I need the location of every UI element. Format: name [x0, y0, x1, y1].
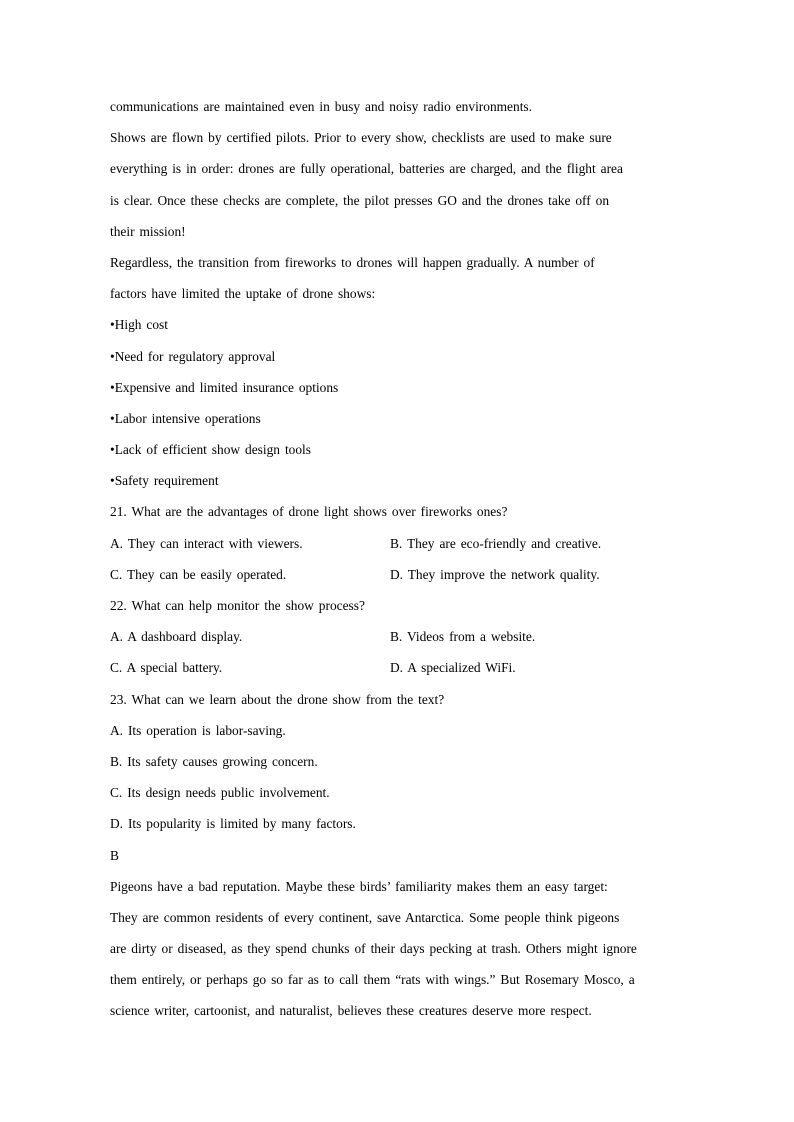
- option-c: C. They can be easily operated.: [110, 566, 287, 582]
- passage-b: [110, 840, 684, 1027]
- factor-item: •Labor intensive operations: [110, 410, 261, 426]
- option-c: C. Its design needs public involvement.: [110, 785, 330, 801]
- option-d: D. A specialized WiFi.: [390, 660, 516, 676]
- option-d: D. Its popularity is limited by many factors.: [110, 816, 356, 832]
- passage-line: are dirty or diseased, as they spend chunks of their days pecking at trash. Others might ignore: [110, 941, 637, 957]
- passage-line: Pigeons have a bad reputation. Maybe these birds’ familiarity makes them an easy target:: [110, 878, 608, 894]
- option-a: A. A dashboard display.: [110, 629, 243, 645]
- passage-line: Shows are flown by certified pilots. Prior to every show, checklists are used to make sure: [110, 130, 612, 146]
- option-row: [110, 621, 684, 652]
- passage-line: is clear. Once these checks are complete, the pilot presses GO and the drones take off on: [110, 192, 610, 208]
- question-stem: 22. What can help monitor the show process?: [110, 598, 365, 613]
- option-b: B. Its safety causes growing concern.: [110, 753, 318, 769]
- passage-line: factors have limited the uptake of drone shows:: [110, 286, 376, 302]
- passage-line: communications are maintained even in busy and noisy radio environments.: [110, 99, 532, 114]
- passage-line: their mission!: [110, 223, 186, 239]
- question-22: [110, 590, 684, 684]
- passage-line: They are common residents of every continent, save Antarctica. Some people think pigeons: [110, 909, 620, 925]
- option-d: D. They improve the network quality.: [390, 566, 600, 582]
- passage-line: them entirely, or perhaps go so far as to call them “rats with wings.” But Rosemary Mosco, a: [110, 972, 635, 988]
- passage-line: everything is in order: drones are fully operational, batteries are charged, and the flight area: [110, 161, 623, 177]
- question-21: [110, 496, 684, 590]
- option-b: B. They are eco-friendly and creative.: [390, 535, 602, 551]
- section-label: B: [110, 847, 119, 863]
- factor-item: •Safety requirement: [110, 473, 219, 489]
- option-row: [110, 559, 684, 590]
- factor-item: •Lack of efficient show design tools: [110, 442, 311, 458]
- document-page: [110, 91, 684, 1027]
- question-stem: 21. What are the advantages of drone light shows over fireworks ones?: [110, 504, 508, 520]
- question-23: [110, 684, 684, 840]
- option-b: B. Videos from a website.: [390, 629, 536, 645]
- option-a: A. They can interact with viewers.: [110, 535, 303, 551]
- question-stem: 23. What can we learn about the drone show from the text?: [110, 691, 445, 707]
- factor-list: [110, 309, 684, 496]
- option-row: [110, 528, 684, 559]
- factor-item: •High cost: [110, 317, 168, 333]
- option-c: C. A special battery.: [110, 660, 223, 676]
- factor-item: •Expensive and limited insurance options: [110, 379, 339, 395]
- passage-a: [110, 91, 684, 309]
- factor-item: •Need for regulatory approval: [110, 348, 276, 364]
- option-a: A. Its operation is labor-saving.: [110, 722, 286, 738]
- option-row: [110, 652, 684, 683]
- passage-line: Regardless, the transition from fireworks to drones will happen gradually. A number of: [110, 254, 595, 270]
- passage-line: science writer, cartoonist, and naturalist, believes these creatures deserve more respect.: [110, 1003, 592, 1019]
